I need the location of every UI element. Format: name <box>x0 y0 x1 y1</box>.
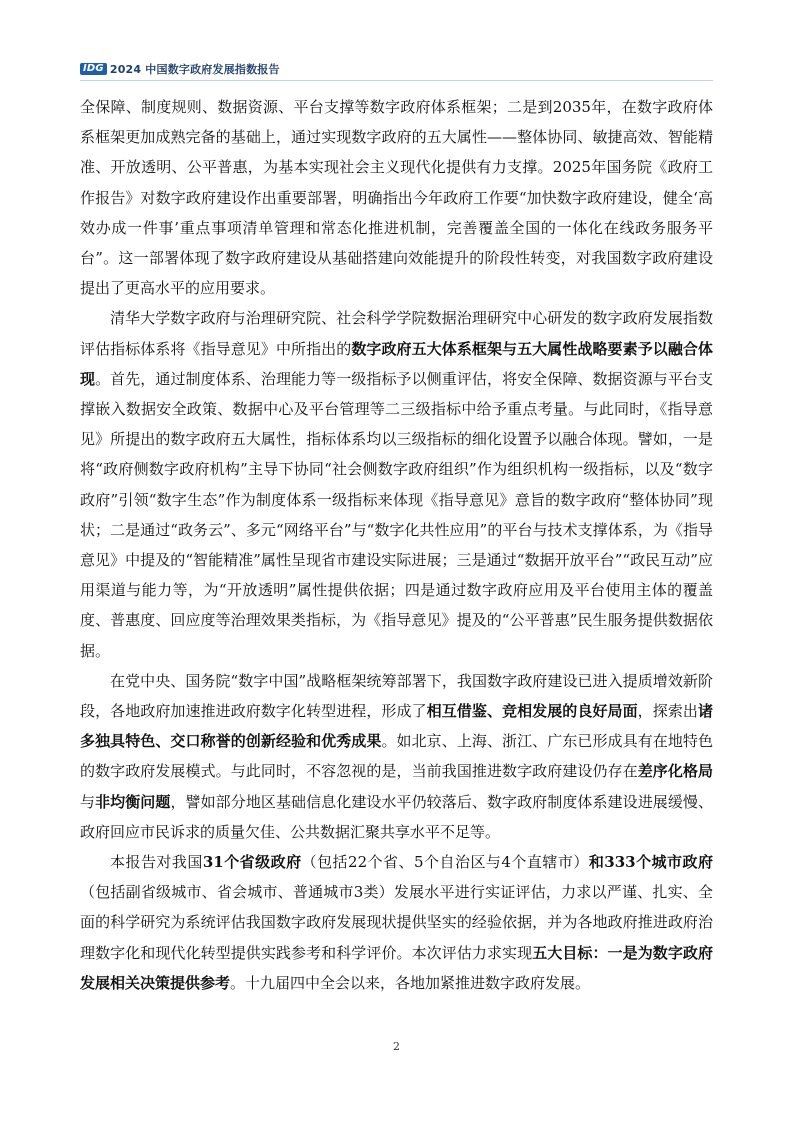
text-run: 本报告对我国 <box>110 853 203 872</box>
bold-text: 诸多独具特色、交口称誉的创新经验和优秀成果 <box>80 702 713 751</box>
idg-logo: IDG <box>80 63 107 75</box>
paragraph <box>80 666 713 847</box>
body-text <box>80 92 713 998</box>
bold-text: 数字政府五大体系框架与五大属性战略要素予以融合体现 <box>80 339 713 388</box>
text-run: ，譬如部分地区基础信息化建设水平仍较落后、数字政府制度体系建设进展缓慢、政府回应市民诉求的质量欠佳、公共数据汇聚共享水平不足等。 <box>80 792 713 841</box>
text-run: （包括22个省、5个自治区与4个直辖市） <box>301 853 589 872</box>
text-run: 。如北京、上海、浙江、广东已形成具有在地特色的数字政府发展模式。与此同时，不容忽视的是，当前我国推进数字政府建设仍存在 <box>80 732 713 781</box>
text-run: 在党中央、国务院“数字中国”战略框架统筹部署下，我国数字政府建设已进入提质增效新阶段，各地政府加速推进政府数字化转型进程，形成了 <box>80 671 713 721</box>
text-run: （包括副省级城市、省会城市、普通城市3类）发展水平进行实证评估，力求以严谨、扎实、全面的科学研究为系统评估我国数字政府发展现状提供坚实的经验依据，并为各地政府推进政府治理数字化和现代化转型提供实践参考和科学评价。本次评估力求实现 <box>80 883 713 962</box>
text-run: 清华大学数字政府与治理研究院、社会科学学院数据治理研究中心研发的数字政府发展指数评估指标体系将《指导意见》中所指出的 <box>80 309 713 358</box>
paragraph <box>80 92 713 303</box>
bold-text: 五大目标：一是为数字政府发展相关决策提供参考 <box>80 943 713 992</box>
text-run: ，探索出 <box>637 702 698 721</box>
header-divider <box>80 80 713 81</box>
report-title: 2024 中国数字政府发展指数报告 <box>109 63 280 76</box>
text-run: 。首先，通过制度体系、治理能力等一级指标予以侧重评估，将安全保障、数据资源与平台支撑嵌入数据安全政策、数据中心及平台管理等二三级指标中给予重点考量。与此同时，《指导意见》所提出的数字政府五大属性，指标体系均以三级指标的细化设置予以融合体现。譬如，一是将“政府侧数字政府机构”主导下协同“社会侧数字政府组织”作为组织机构一级指标，以及“数字政府”引领“数字生态”作为制度体系一级指标来体现《指导意见》意旨的数字政府“整体协同”现状；二是通过“政务云”、多元“网络平台”与“数字化共性应用”的平台与技术支撑体系，为《指导意见》中提及的“智能精准”属性呈现省市建设实际进展；三是通过“数据开放平台”“政民互动”应用渠道与能力等，为“开放透明”属性提供依据；四是通过数字政府应用及平台使用主体的覆盖度、普惠度、回应度等治理效果类指标，为《指导意见》提及的“公平普惠”民生服务提供数据依据。 <box>80 369 713 660</box>
text-run: 。十九届四中全会以来，各地加紧推进数字政府发展。 <box>230 973 591 992</box>
running-header <box>80 61 280 77</box>
paragraph <box>80 847 713 998</box>
text-run: 全保障、制度规则、数据资源、平台支撑等数字政府体系框架；二是到2035年，在数字政府体系框架更加成熟完备的基础上，通过实现数字政府的五大属性——整体协同、敏捷高效、智能精准、开放透明、公平普惠，为基本实现社会主义现代化提供有力支撑。2025年国务院《政府工作报告》对数字政府建设作出重要部署，明确指出今年政府工作要“加快数字政府建设，健全‘高效办成一件事’重点事项清单管理和常态化推进机制，完善覆盖全国的一体化在线政务服务平台”。这一部署体现了数字政府建设从基础搭建向效能提升的阶段性转变，对我国数字政府建设提出了更高水平的应用要求。 <box>80 98 713 298</box>
page-number: 2 <box>393 1040 400 1053</box>
text-run: 与 <box>80 792 96 811</box>
bold-text: 31个省级政府 <box>202 853 302 872</box>
paragraph <box>80 303 713 665</box>
bold-text: 差序化格局 <box>637 762 713 781</box>
bold-text: 非均衡问题 <box>95 792 171 811</box>
bold-text: 和333个城市政府 <box>588 853 713 872</box>
bold-text: 相互借鉴、竞相发展的良好局面 <box>426 702 638 721</box>
